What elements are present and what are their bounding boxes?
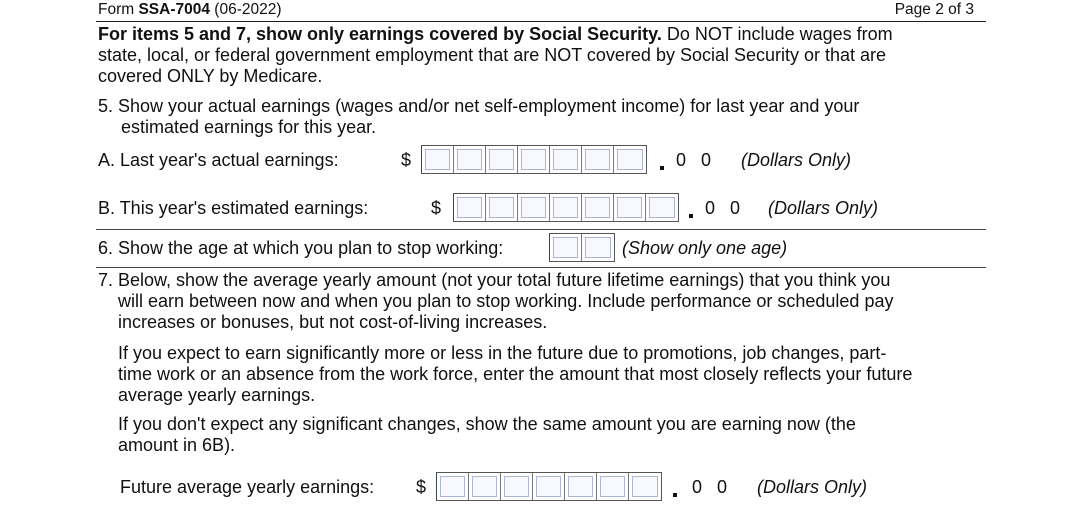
item5a-note: (Dollars Only) — [741, 150, 852, 170]
item7-p2-line-2: time work or an absence from the work force, enter the amount that most closely reflects your future — [118, 364, 913, 384]
digit-box — [582, 234, 614, 261]
digit-box — [582, 146, 614, 173]
item7-p1-line-1: 7. Below, show the average yearly amount (not your total future lifetime earnings) that you think you — [98, 270, 891, 290]
item7-p2-line-3: average yearly earnings. — [118, 385, 316, 405]
digit-box — [550, 194, 582, 221]
item7-p1-line-2: will earn between now and when you plan to stop working. Include performance or scheduled pay — [118, 291, 894, 311]
digit-box — [614, 194, 646, 221]
decimal-point — [689, 214, 693, 218]
form-identifier — [98, 1, 282, 19]
future-earnings-cents: 0 0 — [692, 477, 728, 497]
item7-p3-line-1: If you don't expect any significant changes, show the same amount you are earning now (the — [118, 414, 856, 434]
decimal-point — [660, 166, 664, 170]
item5b-dollar-input[interactable] — [453, 193, 679, 222]
future-earnings-currency: $ — [416, 477, 427, 497]
item7-p2-line-1: If you expect to earn significantly more or less in the future due to promotions, job changes, part- — [118, 343, 887, 363]
item6-note: (Show only one age) — [622, 238, 788, 258]
item5b-note: (Dollars Only) — [768, 198, 879, 218]
form-prefix: Form — [98, 1, 139, 18]
digit-box — [550, 234, 582, 261]
item6-label: 6. Show the age at which you plan to stop working: — [98, 238, 504, 258]
item7-p3-line-2: amount in 6B). — [118, 435, 236, 455]
form-date: (06-2022) — [209, 1, 282, 18]
item6-rule — [96, 267, 986, 268]
digit-box — [518, 146, 550, 173]
intro-line-1-rest: Do NOT include wages from — [661, 24, 893, 44]
digit-box — [565, 473, 597, 500]
digit-box — [469, 473, 501, 500]
digit-box — [486, 194, 518, 221]
digit-box — [501, 473, 533, 500]
item5a-currency: $ — [401, 150, 412, 170]
item5b-label: B. This year's estimated earnings: — [98, 198, 369, 218]
digit-box — [454, 194, 486, 221]
item5-rule — [96, 229, 986, 230]
digit-box — [614, 146, 646, 173]
item6-age-input[interactable] — [549, 233, 615, 262]
intro-line-2: state, local, or federal government employment that are NOT covered by Social Security or that are — [98, 45, 887, 65]
item5b-cents: 0 0 — [705, 198, 741, 218]
digit-box — [629, 473, 661, 500]
digit-box — [486, 146, 518, 173]
item5a-cents: 0 0 — [676, 150, 712, 170]
item7-p1-line-3: increases or bonuses, but not cost-of-living increases. — [118, 312, 548, 332]
decimal-point — [673, 493, 677, 497]
digit-box — [518, 194, 550, 221]
form-id: SSA-7004 — [138, 1, 210, 18]
digit-box — [597, 473, 629, 500]
item5-line-1: 5. Show your actual earnings (wages and/or net self-employment income) for last year and your — [98, 96, 860, 116]
digit-box — [582, 194, 614, 221]
item5a-dollar-input[interactable] — [421, 145, 647, 174]
intro-line-1 — [98, 24, 893, 45]
digit-box — [422, 146, 454, 173]
digit-box — [454, 146, 486, 173]
digit-box — [646, 194, 678, 221]
future-earnings-note: (Dollars Only) — [757, 477, 868, 497]
intro-line-3: covered ONLY by Medicare. — [98, 66, 323, 86]
item5a-label: A. Last year's actual earnings: — [98, 150, 339, 170]
future-earnings-label: Future average yearly earnings: — [120, 477, 375, 497]
digit-box — [550, 146, 582, 173]
digit-box — [437, 473, 469, 500]
item5b-currency: $ — [431, 198, 442, 218]
header-rule — [96, 21, 986, 22]
intro-bold: For items 5 and 7, show only earnings covered by Social Security. — [98, 24, 662, 44]
digit-box — [533, 473, 565, 500]
page-number: Page 2 of 3 — [894, 1, 974, 18]
item5-line-2: estimated earnings for this year. — [121, 117, 377, 137]
future-earnings-dollar-input[interactable] — [436, 472, 662, 501]
